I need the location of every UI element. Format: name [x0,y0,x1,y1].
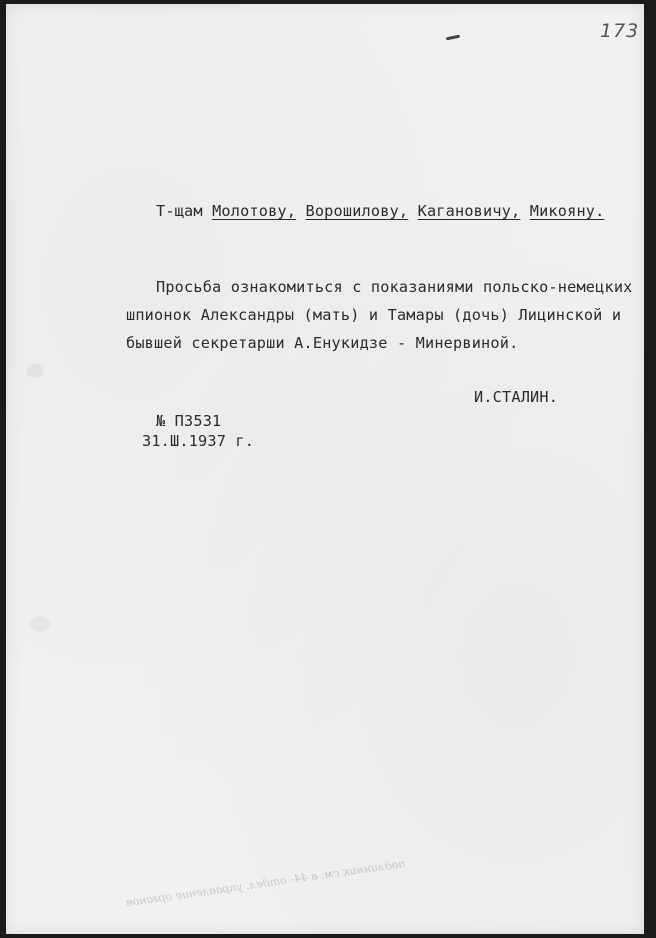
addressee-name: Микояну. [529,202,605,220]
addressee-name: Кагановичу, [417,202,521,220]
body-line: бывшей секретарши А.Енукидзе - Минервиной. [126,334,519,352]
addressee-name: Молотову, [212,202,297,220]
document-page [6,4,644,934]
addressee-name: Ворошилову, [305,202,409,220]
document-date: 31.Ш.1937 г. [142,432,255,450]
margin-handwriting: подлинник см. в 44- отдел. управление органов [125,857,407,910]
body-line: шпионок Александры (мать) и Тамары (дочь) Лицинской и [126,306,622,324]
signature: И.СТАЛИН. [474,388,559,406]
body-line: Просьба ознакомиться с показаниями польско-немецких [156,278,633,296]
document-number: № П3531 [156,412,222,430]
pen-mark [446,35,460,41]
paper-smudge [26,364,44,378]
page-number: 173 [600,20,640,42]
addressee-prefix: Т-щам [156,202,203,220]
paper-smudge [30,616,50,632]
addressee-line [156,202,605,220]
